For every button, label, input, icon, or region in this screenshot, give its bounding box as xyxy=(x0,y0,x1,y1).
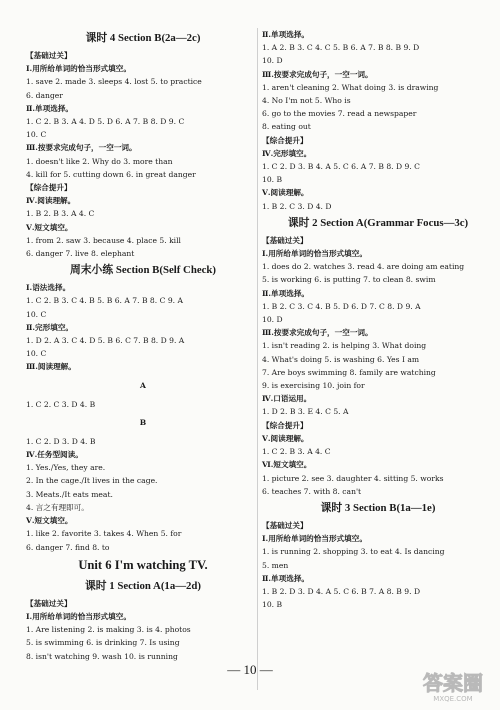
answer-line: 2. In the cage./It lives in the cage. xyxy=(26,476,158,486)
section-tag: 【综合提升】 xyxy=(262,420,308,430)
section-title: 周末小练 Section B(Self Check) xyxy=(69,264,217,277)
answer-line: 5. is working 6. is putting 7. to clean 8. swim xyxy=(262,275,436,285)
watermark-text: 答案圈 xyxy=(423,671,483,695)
answer-line: 6. danger 7. find 8. to xyxy=(26,542,110,552)
exercise-heading: Ⅰ.用所给单词的恰当形式填空。 xyxy=(262,249,367,259)
answer-line: 1. B 2. C 3. C 4. B 5. D 6. D 7. C 8. D 9. A xyxy=(262,301,421,311)
answer-line: 1. Yes./Yes, they are. xyxy=(26,463,106,473)
column-divider xyxy=(257,28,258,690)
answer-line: 10. D xyxy=(262,315,283,325)
exercise-heading: Ⅲ.按要求完成句子，一空一词。 xyxy=(262,69,373,79)
answer-line: 6. danger 7. live 8. elephant xyxy=(26,249,135,259)
answer-line: 1. A 2. B 3. C 4. C 5. B 6. A 7. B 8. B 9. D xyxy=(262,43,420,53)
answer-line: 1. C 2. D 3. B 4. A 5. C 6. A 7. B 8. D 9. C xyxy=(262,162,420,172)
answer-line: 1. C 2. B 3. A 4. C xyxy=(262,447,331,457)
exercise-heading: Ⅱ.单项选择。 xyxy=(26,103,74,113)
section-title: 课时 2 Section A(Grammar Focus—3c) xyxy=(287,216,469,229)
answer-line: 1. C 2. C 3. D 4. B xyxy=(26,399,96,409)
exercise-heading: Ⅴ.短文填空。 xyxy=(26,516,73,526)
answer-line: 1. Are listening 2. is making 3. is 4. photos xyxy=(26,625,191,635)
answer-line: 1. D 2. A 3. C 4. D 5. B 6. C 7. B 8. D 9. A xyxy=(26,336,185,346)
exercise-heading: Ⅰ.用所给单词的恰当形式填空。 xyxy=(262,534,367,544)
answer-line: 1. C 2. B 3. C 4. B 5. B 6. A 7. B 8. C 9. A xyxy=(26,296,183,306)
answer-line: 8. isn't watching 9. wash 10. is running xyxy=(26,651,178,661)
exercise-heading: Ⅳ.完形填空。 xyxy=(262,148,312,158)
answer-line: 1. D 2. B 3. E 4. C 5. A xyxy=(262,407,349,417)
exercise-heading: Ⅴ.阅读理解。 xyxy=(262,433,309,443)
section-title: 课时 1 Section A(1a—2d) xyxy=(84,579,202,592)
answer-line: 4. What's doing 5. is washing 6. Yes I am xyxy=(262,354,420,364)
section-tag: 【基础过关】 xyxy=(262,520,308,530)
exercise-heading: Ⅱ.完形填空。 xyxy=(26,322,74,332)
exercise-heading: Ⅵ.短文填空。 xyxy=(262,460,312,470)
answer-line: 10. C xyxy=(26,130,47,140)
answer-line: 1. B 2. C 3. D 4. D xyxy=(262,201,332,211)
answer-line: 6. teaches 7. with 8. can't xyxy=(262,486,362,496)
section-tag: 【综合提升】 xyxy=(26,183,72,193)
answer-line: 1. doesn't like 2. Why do 3. more than xyxy=(26,156,173,166)
answer-line: 1. B 2. D 3. D 4. A 5. C 6. B 7. A 8. B 9. D xyxy=(262,586,421,596)
answer-line: 10. C xyxy=(26,309,47,319)
exercise-heading: Ⅱ.单项选择。 xyxy=(262,30,310,39)
answer-line: 1. like 2. favorite 3. takes 4. When 5. for xyxy=(26,529,182,539)
answer-line: 1. is running 2. shopping 3. to eat 4. Is dancing xyxy=(262,547,445,557)
passage-label: A xyxy=(140,380,146,390)
left-answer-column xyxy=(26,28,260,663)
answer-line: 1. from 2. saw 3. because 4. place 5. kill xyxy=(26,235,181,245)
exercise-heading: Ⅲ.阅读理解。 xyxy=(26,362,76,372)
answer-line: 1. B 2. B 3. A 4. C xyxy=(26,209,95,219)
exercise-heading: Ⅲ.按要求完成句子，一空一词。 xyxy=(262,328,373,338)
exercise-heading: Ⅴ.阅读理解。 xyxy=(262,188,309,198)
answer-line: 7. Are boys swimming 8. family are watching xyxy=(262,367,436,377)
exercise-heading: Ⅳ.任务型阅读。 xyxy=(26,450,83,460)
answer-line: 8. eating out xyxy=(262,122,311,132)
exercise-heading: Ⅲ.按要求完成句子，一空一词。 xyxy=(26,143,137,153)
answer-line: 6. go to the movies 7. read a newspaper xyxy=(262,109,417,119)
answer-line: 1. picture 2. see 3. daughter 4. sitting 5. works xyxy=(262,473,444,483)
answer-line: 1. aren't cleaning 2. What doing 3. is drawing xyxy=(262,82,439,92)
section-tag: 【基础过关】 xyxy=(262,235,308,245)
answer-line: 10. C xyxy=(26,349,47,359)
answer-line: 5. is swimming 6. is drinking 7. Is using xyxy=(26,638,180,648)
page-number: — 10 — xyxy=(227,662,273,677)
exercise-heading: Ⅰ.用所给单词的恰当形式填空。 xyxy=(26,64,131,74)
answer-line: 1. isn't reading 2. is helping 3. What doing xyxy=(262,341,427,351)
exercise-heading: Ⅰ.用所给单词的恰当形式填空。 xyxy=(26,611,131,621)
answer-line: 10. B xyxy=(262,600,283,610)
answer-line: 1. save 2. made 3. sleeps 4. lost 5. to practice xyxy=(26,77,202,87)
exercise-heading: Ⅳ.阅读理解。 xyxy=(26,196,76,206)
watermark-logo xyxy=(410,668,496,704)
answer-line: 4. 言之有理即可。 xyxy=(26,502,89,512)
watermark-subtext: MXQE.COM xyxy=(433,695,473,703)
answer-line: 1. C 2. B 3. A 4. D 5. D 6. A 7. B 8. D 9. C xyxy=(26,117,185,127)
section-title: 课时 4 Section B(2a—2c) xyxy=(85,32,201,44)
answer-line: 4. kill for 5. cutting down 6. in great danger xyxy=(26,169,196,179)
exercise-heading: Ⅱ.单项选择。 xyxy=(262,573,310,583)
answer-line: 3. Meats./It eats meat. xyxy=(26,489,113,499)
answer-line: 10. B xyxy=(262,175,283,185)
answer-line: 9. is exercising 10. join for xyxy=(262,381,365,391)
exercise-heading: Ⅰ.语法选择。 xyxy=(26,283,71,293)
section-tag: 【综合提升】 xyxy=(262,135,308,145)
answer-line: 6. danger xyxy=(26,90,63,100)
exercise-heading: Ⅱ.单项选择。 xyxy=(262,288,310,298)
answer-line: 4. No I'm not 5. Who is xyxy=(262,96,351,106)
answer-line: 5. men xyxy=(262,560,289,570)
section-tag: 【基础过关】 xyxy=(26,598,72,608)
passage-label: B xyxy=(139,417,147,427)
answer-line: 10. D xyxy=(262,56,283,66)
exercise-heading: Ⅳ.口语运用。 xyxy=(262,394,312,404)
answer-line: 1. C 2. D 3. D 4. B xyxy=(26,436,96,446)
unit-title: Unit 6 I'm watching TV. xyxy=(78,557,208,572)
section-title: 课时 3 Section B(1a—1e) xyxy=(320,501,436,514)
right-answer-column xyxy=(262,28,494,611)
answer-line: 1. does do 2. watches 3. read 4. are doing am eating xyxy=(262,262,465,272)
exercise-heading: Ⅴ.短文填空。 xyxy=(26,222,73,232)
section-tag: 【基础过关】 xyxy=(26,51,72,60)
